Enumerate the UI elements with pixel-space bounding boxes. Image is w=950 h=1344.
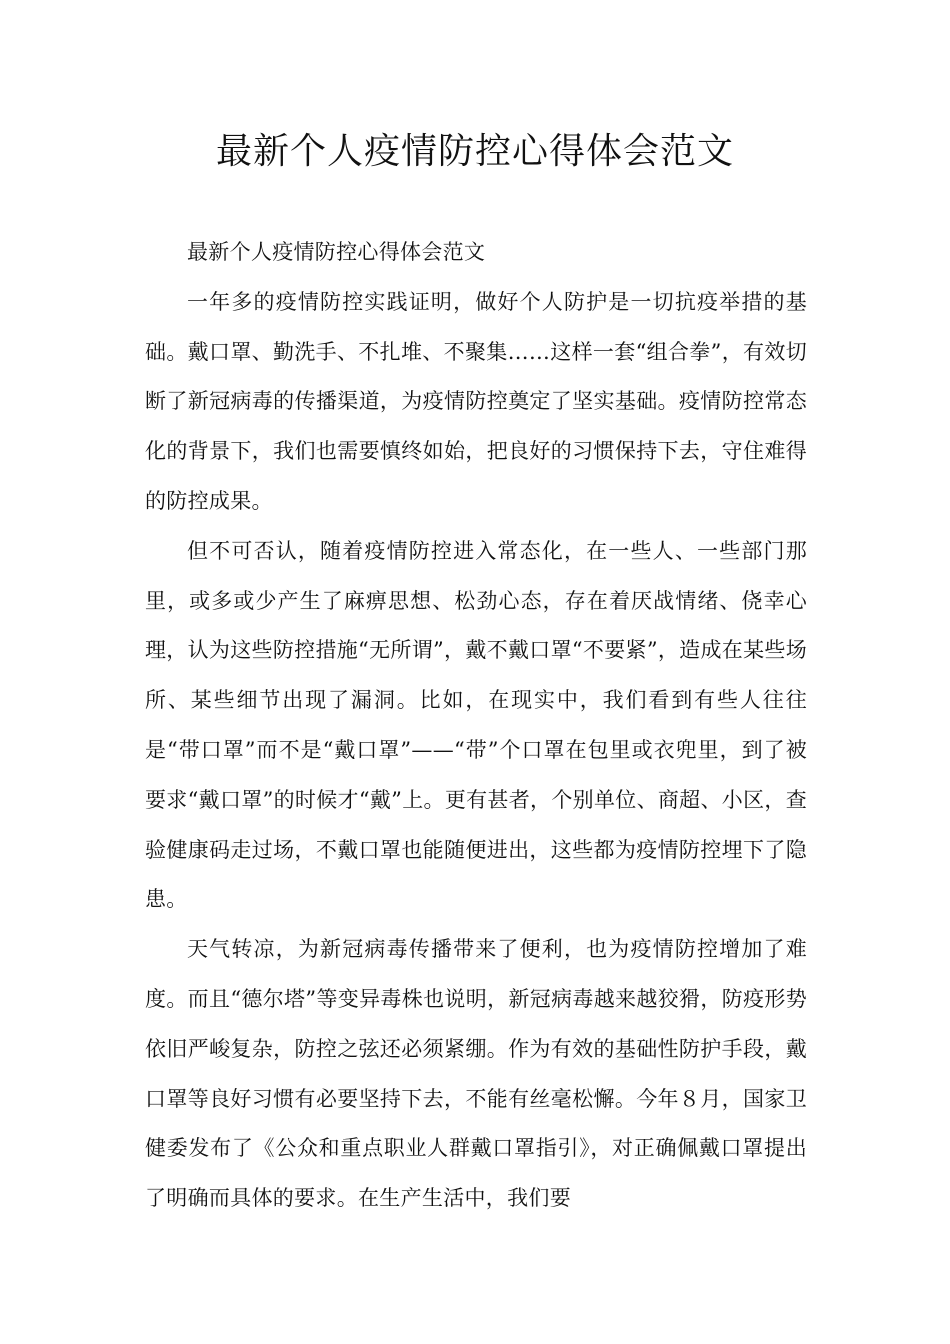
paragraph: 一年多的疫情防控实践证明，做好个人防护是一切抗疫举措的基础。戴口罩、勤洗手、不扎堆、不聚集……这样一套“组合拳”，有效切断了新冠病毒的传播渠道，为疫情防控奠定了坚实基础。疫情防控常态化的背景下，我们也需要慎终如始，把良好的习惯保持下去，守住难得的防控成果。 xyxy=(145,289,807,513)
paragraph: 但不可否认，随着疫情防控进入常态化，在一些人、一些部门那里，或多或少产生了麻痹思想、松劲心态，存在着厌战情绪、侥幸心理，认为这些防控措施“无所谓”，戴不戴口罩“不要紧”，造成在某些场所、某些细节出现了漏洞。比如，在现实中，我们看到有些人往往是“带口罩”而不是“戴口罩”——“带”个口罩在包里或衣兜里，到了被要求“戴口罩”的时候才“戴”上。更有甚者，个别单位、商超、小区，查验健康码走过场，不戴口罩也能随便进出，这些都为疫情防控埋下了隐患。 xyxy=(145,538,807,912)
paragraph-subtitle: 最新个人疫情防控心得体会范文 xyxy=(187,240,486,264)
document-title: 最新个人疫情防控心得体会范文 xyxy=(215,131,734,172)
paragraph: 天气转凉，为新冠病毒传播带来了便利，也为疫情防控增加了难度。而且“德尔塔”等变异毒株也说明，新冠病毒越来越狡猾，防疫形势依旧严峻复杂，防控之弦还必须紧绷。作为有效的基础性防护手段，戴口罩等良好习惯有必要坚持下去，不能有丝毫松懈。今年８月，国家卫健委发布了《公众和重点职业人群戴口罩指引》，对正确佩戴口罩提出了明确而具体的要求。在生产生活中，我们要 xyxy=(145,937,807,1211)
document-body xyxy=(145,228,807,1224)
